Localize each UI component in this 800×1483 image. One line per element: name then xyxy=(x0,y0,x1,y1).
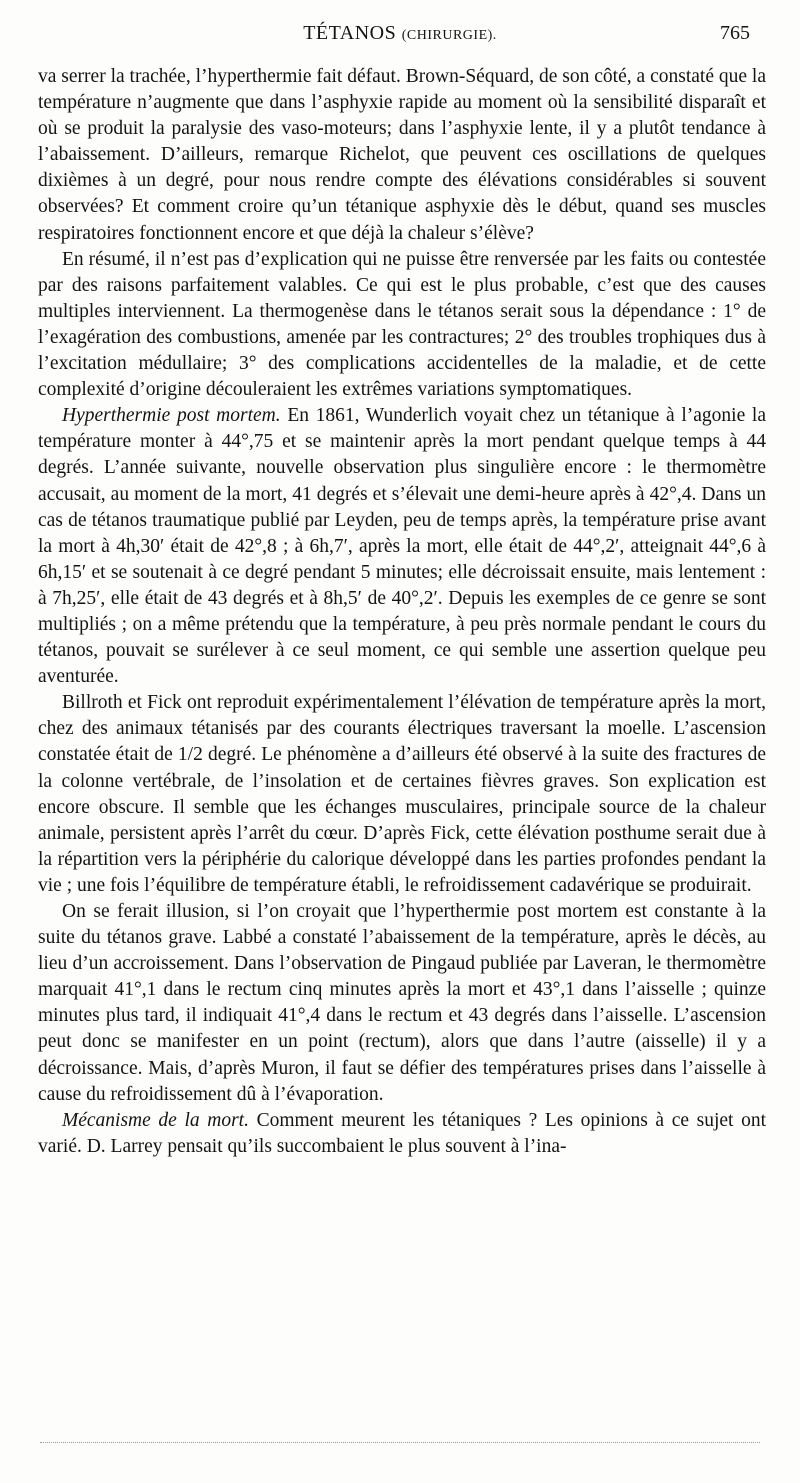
paragraph-text: Billroth et Fick ont reproduit expérimentalement l’élévation de température après la mort, chez des animaux tétanisés par des courants électriques traversant la moelle. L’ascension constatée était de 1/2 degré. Le phénomène a d’ailleurs été observé à la suite des fractures de la colonne vertébrale, de l’insolation et de certaines fièvres graves. Son explication est encore obscure. Il semble que les échanges musculaires, principale source de la chaleur animale, persistent après l’arrêt du cœur. D’après Fick, cette élévation posthume serait due à la répartition vers la périphérie du calorique développé dans les parties profondes pendant la vie ; une fois l’équilibre de température établi, le refroidissement cadavérique se produirait. xyxy=(38,692,766,896)
paragraph-6 xyxy=(38,1108,766,1160)
page-number: 765 xyxy=(720,22,750,44)
paragraph-1 xyxy=(38,64,766,247)
running-title-main: TÉTANOS xyxy=(303,22,397,44)
running-title-section: (CHIRURGIE). xyxy=(401,28,497,43)
running-title xyxy=(38,22,762,45)
paragraph-text: En résumé, il n’est pas d’explication qui ne puisse être renversée par les faits ou contestée par des raisons parfaitement valables. Ce qui est le plus probable, c’est que des causes multiples interviennent. La thermogenèse dans le tétanos serait sous la dépendance : 1° de l’exagération des combustions, amenée par les contractures; 2° des troubles trophiques dus à l’excitation médullaire; 3° des complications accidentelles de la maladie, et de cette complexité d’origine découleraient les extrêmes variations symptomatiques. xyxy=(38,248,766,401)
paragraph-5 xyxy=(38,899,766,1108)
paragraph-4 xyxy=(38,690,766,899)
paragraph-3 xyxy=(38,403,766,690)
running-head xyxy=(38,22,762,52)
paragraph-text: En 1861, Wunderlich voyait chez un tétanique à l’agonie la température monter à 44°,75 et se maintenir après la mort pendant quelque temps à 44 degrés. L’année suivante, nouvelle observation plus singulière encore : le thermomètre accusait, au moment de la mort, 41 degrés et s’élevait une demi-heure après à 42°,4. Dans un cas de tétanos traumatique publié par Leyden, peu de temps après, la température prise avant la mort à 4h,30′ était de 42°,8 ; à 6h,7′, après la mort, elle était de 44°,2′, atteignait 44°,6 à 6h,15′ et se soutenait à ce degré pendant 5 minutes; elle décroissait ensuite, mais lentement : à 7h,25′, elle était de 43 degrés et à 8h,5′ de 40°,2′. Depuis les exemples de ce genre se sont multipliés ; on a même prétendu que la température, à peu près normale pendant le cours du tétanos, pouvait se surélever à ce seul moment, ce qui semble une assertion quelque peu aventurée. xyxy=(38,405,766,688)
paragraph-text: Comment meurent les tétaniques ? Les opinions à ce sujet ont varié. D. Larrey pensait qu’ils succombaient le plus souvent à l’ina- xyxy=(38,1109,766,1157)
body-text xyxy=(38,64,766,1160)
paragraph-2 xyxy=(38,247,766,404)
paragraph-lead-italic: Mécanisme de la mort. xyxy=(62,1109,249,1131)
footer-dotted-rule xyxy=(40,1442,760,1443)
paragraph-text: va serrer la trachée, l’hyperthermie fait défaut. Brown-Séquard, de son côté, a constaté que la température n’augmente que dans l’asphyxie rapide au moment où la sensibilité disparaît et où se produit la paralysie des vaso-moteurs; dans l’asphyxie lente, il y a plutôt tendance à l’abaissement. D’ailleurs, remarque Richelot, que peuvent ces oscillations de quelques dixièmes à un degré, pour nous rendre compte des élévations considérables si souvent observées? Et comment croire qu’un tétanique asphyxie dès le début, quand ses muscles respiratoires fonctionnent encore et que déjà la chaleur s’élève? xyxy=(38,66,766,244)
paragraph-lead-italic: Hyperthermie post mortem. xyxy=(62,405,281,427)
paragraph-text: On se ferait illusion, si l’on croyait que l’hyperthermie post mortem est constante à la suite du tétanos grave. Labbé a constaté l’abaissement de la température, après le décès, au lieu d’un accroissement. Dans l’observation de Pingaud publiée par Laveran, le thermomètre marquait 41°,1 dans le rectum cinq minutes après la mort et 43°,1 dans l’aisselle ; quinze minutes plus tard, il indiquait 41°,4 dans le rectum et 43 degrés dans l’aisselle. L’ascension peut donc se manifester en un point (rectum), alors que dans l’autre (aisselle) il y a décroissance. Mais, d’après Muron, il faut se défier des températures prises dans l’aisselle à cause du refroidissement dû à l’évaporation. xyxy=(38,901,766,1105)
